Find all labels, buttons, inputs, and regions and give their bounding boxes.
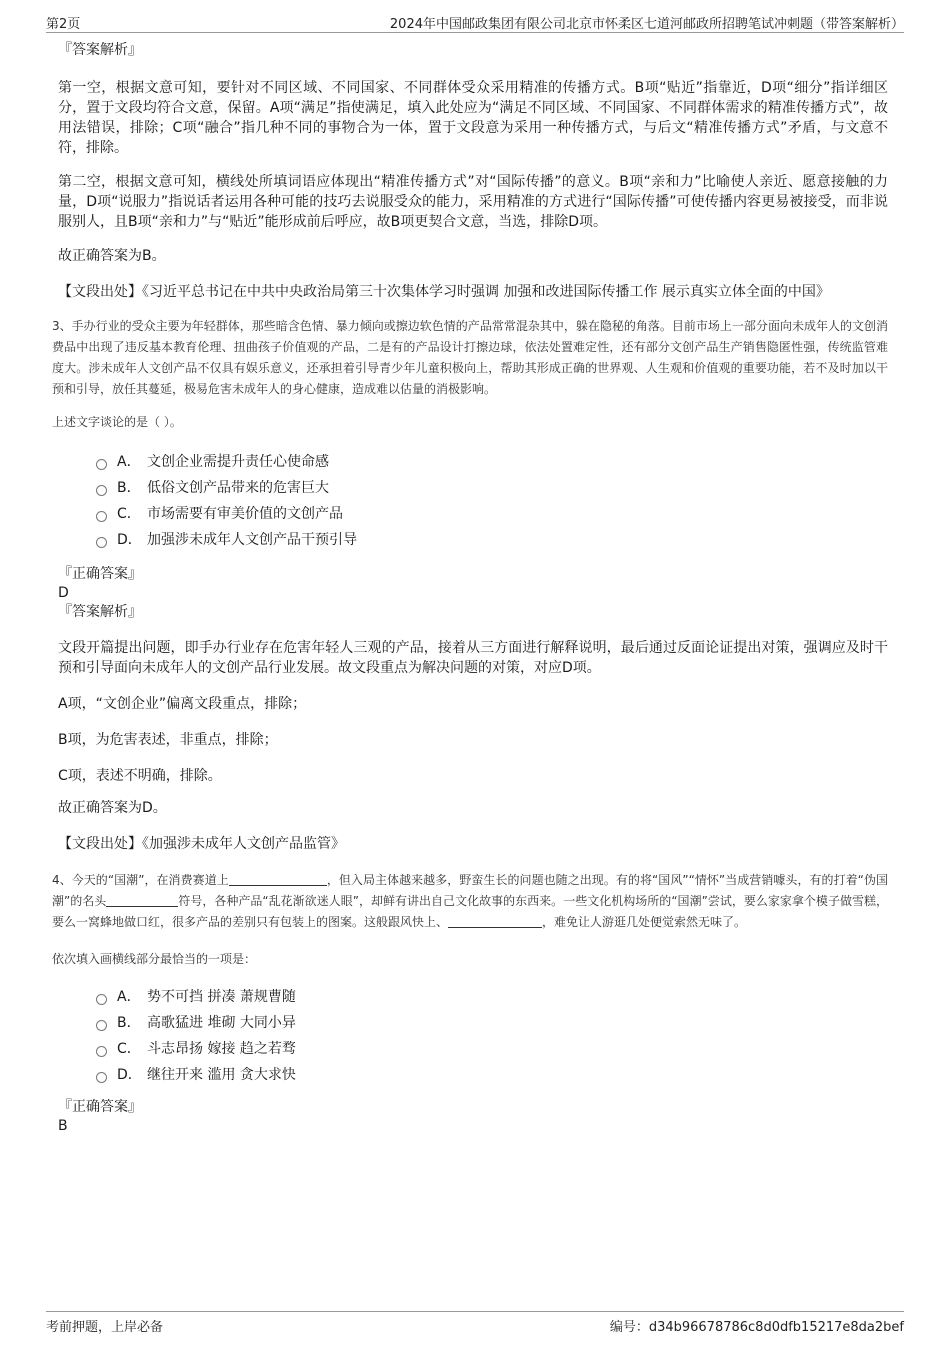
radio-button-icon[interactable] — [96, 485, 107, 496]
radio-button-icon[interactable] — [96, 1072, 107, 1083]
q3-answer-label: 『正确答案』 — [58, 566, 142, 582]
q4-prompt: 依次填入画横线部分最恰当的一项是： — [52, 952, 257, 966]
q2-analysis-label: 『答案解析』 — [58, 42, 142, 58]
q3-analysis-label: 『答案解析』 — [58, 604, 142, 620]
q3-analysis-paragraph: B项，为危害表述，非重点，排除； — [58, 732, 278, 748]
footer-slogan: 考前押题，上岸必备 — [46, 1320, 164, 1335]
q3-correct-answer-statement: 故正确答案为D。 — [58, 800, 167, 816]
q2-correct-answer-statement: 故正确答案为B。 — [58, 248, 166, 264]
q3-option-d[interactable]: D． 加强涉未成年人文创产品干预引导 — [96, 526, 888, 552]
fill-blank — [448, 913, 542, 928]
q2-analysis-paragraph: 第一空，根据文意可知，要针对不同区域、不同国家、不同群体受众采用精准的传播方式。B项“贴近”指靠近，D项“细分”指详细区分，置于文段均符合文意，保留。A项“满足”指使满足，填入此处应为“满足不同区域、不同国家、不同群体需求的精准传播方式”，故用法错误，排除；C项“融合”指几种不同的事物合为一体，置于文段意为采用一种传播方式，与后文“精准传播方式”矛盾，与文意不符，排除。 — [58, 80, 888, 156]
q3-option-b[interactable]: B． 低俗文创产品带来的危害巨大 — [96, 474, 888, 500]
q3-analysis-paragraph: 文段开篇提出问题，即手办行业存在危害年轻人三观的产品，接着从三方面进行解释说明，最后通过反面论证提出对策，强调应及时干预和引导面向未成年人的文创产品行业发展。故文段重点为解决问题的对策，对应D项。 — [58, 640, 888, 676]
q3-analysis-paragraph: C项，表述不明确，排除。 — [58, 768, 222, 784]
radio-button-icon[interactable] — [96, 459, 107, 470]
q3-source: 【文段出处】《加强涉未成年人文创产品监管》 — [58, 836, 345, 852]
q4-answer: B — [58, 1118, 68, 1134]
q3-analysis-paragraph: A项，“文创企业”偏离文段重点，排除； — [58, 696, 307, 712]
q4-option-d[interactable]: D． 继往开来 滥用 贪大求快 — [96, 1061, 888, 1087]
radio-button-icon[interactable] — [96, 1046, 107, 1057]
q3-option-c[interactable]: C． 市场需要有审美价值的文创产品 — [96, 500, 888, 526]
page-footer — [46, 1311, 904, 1336]
radio-button-icon[interactable] — [96, 994, 107, 1005]
radio-button-icon[interactable] — [96, 537, 107, 548]
radio-button-icon[interactable] — [96, 1020, 107, 1031]
page-number: 第2页 — [46, 17, 81, 32]
fill-blank — [106, 892, 178, 907]
q4-option-c[interactable]: C． 斗志昂扬 嫁接 趋之若骛 — [96, 1035, 888, 1061]
q2-source: 【文段出处】《习近平总书记在中共中央政治局第三十次集体学习时强调 加强和改进国际传播工作 展示真实立体全面的中国》 — [58, 284, 830, 300]
page-content — [52, 40, 889, 1135]
radio-button-icon[interactable] — [96, 511, 107, 522]
q3-option-a[interactable]: A． 文创企业需提升责任心使命感 — [96, 448, 888, 474]
page-header — [46, 10, 904, 33]
fill-blank — [229, 871, 327, 886]
q4-option-a[interactable]: A． 势不可挡 拼凑 萧规曹随 — [96, 983, 888, 1009]
document-code: 编号：d34b96678786c8d0dfb15217e8da2bef — [609, 1320, 904, 1335]
q4-option-b[interactable]: B． 高歌猛进 堆砌 大同小异 — [96, 1009, 888, 1035]
q3-prompt: 上述文字谈论的是（ ）。 — [52, 415, 182, 429]
q2-analysis-paragraph: 第二空，根据文意可知，横线处所填词语应体现出“精准传播方式”对“国际传播”的意义。B项“亲和力”比喻使人亲近、愿意接触的力量，D项“说服力”指说话者运用各种可能的技巧去说服受众的能力，采用精准的方式进行“国际传播”可使传播内容更易被接受，而非说服别人，且B项“亲和力”与“贴近”能形成前后呼应，故B项更契合文意，当选，排除D项。 — [58, 174, 888, 230]
q4-options — [58, 983, 888, 1087]
document-title: 2024年中国邮政集团有限公司北京市怀柔区七道河邮政所招聘笔试冲刺题（带答案解析） — [389, 17, 904, 32]
q3-question-text: 3、手办行业的受众主要为年轻群体，那些暗含色情、暴力倾向或擦边软色情的产品常常混杂其中，躲在隐秘的角落。目前市场上一部分面向未成年人的文创消费品中出现了违反基本教育伦理、扭曲孩子价值观的产品，二是有的产品设计打擦边球，依法处置难定性，还有部分文创产品生产销售隐匿性强，传统监管难度大。涉未成年人文创产品不仅具有娱乐意义，还承担着引导青少年儿童积极向上，帮助其形成正确的世界观、人生观和价值观的重要功能，若不及时加以干预和引导，放任其蔓延，极易危害未成年人的身心健康，造成难以估量的消极影响。 — [52, 319, 888, 396]
q4-answer-label: 『正确答案』 — [58, 1099, 142, 1115]
q3-options — [58, 448, 888, 552]
q3-answer: D — [58, 585, 69, 601]
q4-question-text: 4、今天的“国潮”，在消费赛道上 ，但入局主体越来越多，野蛮生长的问题也随之出现。有的将“国风”“情怀”当成营销噱头，有的打着“伪国潮”的名头 符号，各种产品“乱花渐欲迷人眼”，却鲜有讲出自己文化故事的东西来。一些文化机构场所的“国潮”尝试，要么家家拿个模子做雪糕，要么一窝蜂地做口红，很多产品的差别只有包装上的图案。这般跟风快上、 ，难免让人游逛几处便觉索然无味了。 — [52, 873, 889, 929]
